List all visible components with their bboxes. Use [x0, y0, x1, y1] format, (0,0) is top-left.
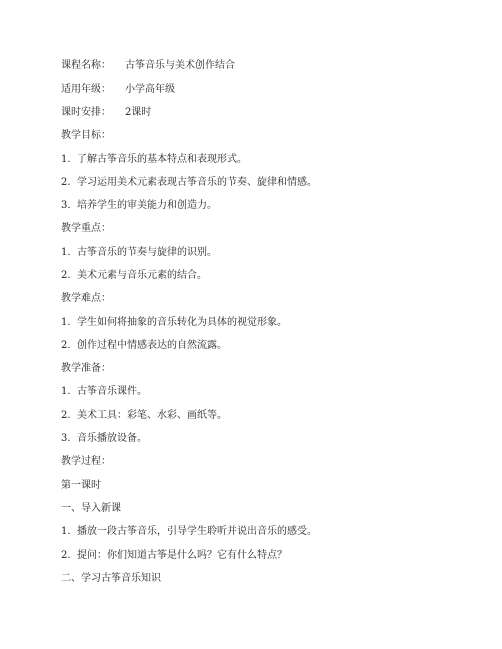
difficulty-item: [61, 316, 287, 330]
list-text: 音乐播放设备。: [77, 433, 147, 444]
list-text: 学习运用美术元素表现古筝音乐的节奏、旋律和情感。: [77, 177, 317, 188]
objective-item: [61, 153, 247, 167]
course-name-value: 古筝音乐与美术创作结合: [125, 60, 235, 71]
course-name-label: 课程名称：: [61, 60, 111, 71]
process-heading: 教学过程：: [61, 456, 111, 467]
list-text: 了解古筝音乐的基本特点和表现形式。: [77, 154, 247, 165]
objective-item: [61, 176, 317, 190]
preparation-item: [61, 409, 227, 423]
list-text: 创作过程中情感表达的自然流露。: [77, 340, 227, 351]
hours-value: 2课时: [125, 107, 152, 118]
list-number: 1.: [61, 317, 71, 328]
process-item: [61, 549, 287, 563]
lesson-one-heading: 第一课时: [61, 480, 101, 491]
list-number: 1.: [61, 154, 71, 165]
list-number: 2.: [61, 177, 71, 188]
preparation-heading: 教学准备：: [61, 363, 111, 374]
list-text: 美术工具：彩笔、水彩、画纸等。: [77, 410, 227, 421]
list-number: 3.: [61, 433, 71, 444]
list-text: 美术元素与音乐元素的结合。: [77, 270, 207, 281]
list-text: 古筝音乐的节奏与旋律的识别。: [77, 247, 217, 258]
key-points-heading: 教学重点：: [61, 223, 111, 234]
section-two-heading: 二、学习古筝音乐知识: [61, 573, 161, 584]
preparation-item: [61, 432, 147, 446]
list-text: 播放一段古筝音乐，引导学生聆听并说出音乐的感受。: [77, 526, 317, 537]
list-number: 1.: [61, 386, 71, 397]
key-point-item: [61, 246, 217, 260]
grade-line: [61, 83, 175, 97]
list-text: 古筝音乐课件。: [77, 386, 147, 397]
list-number: 1.: [61, 526, 71, 537]
list-number: 2.: [61, 340, 71, 351]
difficulty-item: [61, 339, 227, 353]
course-name-line: [61, 59, 235, 73]
grade-value: 小学高年级: [125, 84, 175, 95]
objective-item: [61, 199, 217, 213]
list-text: 培养学生的审美能力和创造力。: [77, 200, 217, 211]
process-item: [61, 525, 317, 539]
list-number: 3.: [61, 200, 71, 211]
difficulties-heading: 教学难点：: [61, 293, 111, 304]
grade-label: 适用年级：: [61, 84, 111, 95]
list-number: 2.: [61, 270, 71, 281]
list-text: 提问：你们知道古筝是什么吗？它有什么特点？: [77, 550, 287, 561]
section-one-heading: 一、导入新课: [61, 503, 121, 514]
key-point-item: [61, 269, 207, 283]
list-number: 1.: [61, 247, 71, 258]
list-text: 学生如何将抽象的音乐转化为具体的视觉形象。: [77, 317, 287, 328]
list-number: 2.: [61, 410, 71, 421]
hours-label: 课时安排：: [61, 107, 111, 118]
hours-line: [61, 106, 151, 120]
list-number: 2.: [61, 550, 71, 561]
objectives-heading: 教学目标：: [61, 130, 111, 141]
preparation-item: [61, 385, 147, 399]
